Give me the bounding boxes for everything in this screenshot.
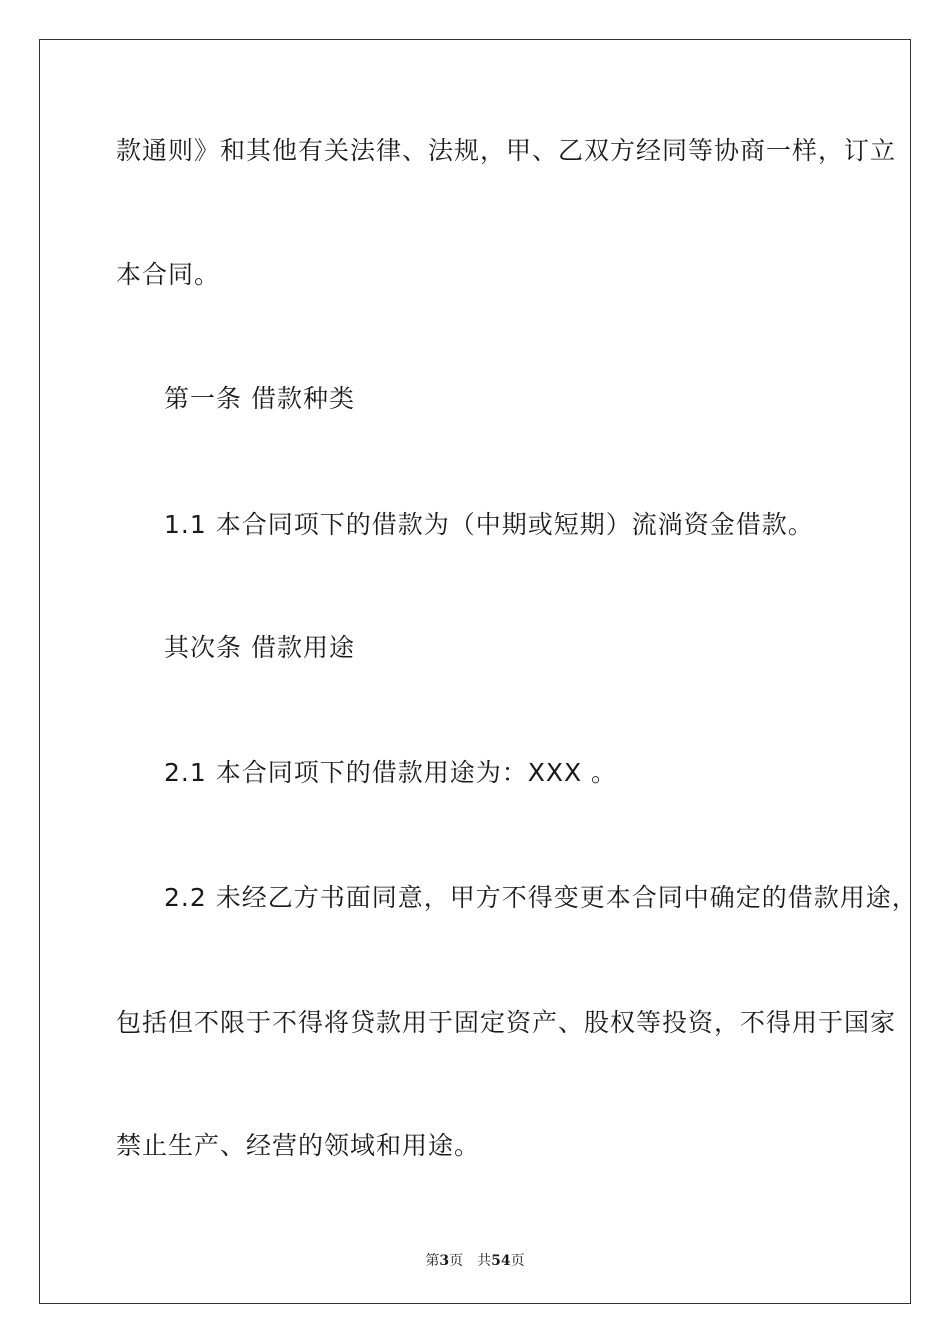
body-line-1: 款通则》和其他有关法律、法规，甲、乙双方经同等协商一样，订立	[116, 136, 897, 165]
page-prefix: 第	[425, 1253, 440, 1269]
page-footer	[0, 1250, 950, 1270]
page-number: 3	[439, 1253, 450, 1269]
total-pages: 54	[491, 1253, 511, 1269]
clause-1-1: 1.1 本合同项下的借款为（中期或短期）流淌资金借款。	[164, 510, 814, 539]
clause-2-1: 2.1 本合同项下的借款用途为：XXX 。	[164, 758, 618, 787]
clause-2-2-line-3: 禁止生产、经营的领域和用途。	[116, 1131, 481, 1160]
total-prefix: 共	[477, 1253, 492, 1269]
body-line-2: 本合同。	[116, 260, 221, 289]
total-suffix: 页	[510, 1253, 525, 1269]
page-suffix: 页	[449, 1253, 464, 1269]
clause-2-2-line-1: 2.2 未经乙方书面同意，甲方不得变更本合同中确定的借款用途，	[164, 883, 918, 912]
section-heading-1: 第一条 借款种类	[164, 384, 355, 413]
clause-2-2-line-2: 包括但不限于不得将贷款用于固定资产、股权等投资，不得用于国家	[116, 1008, 897, 1037]
page-border	[39, 39, 911, 1304]
section-heading-2: 其次条 借款用途	[164, 633, 355, 662]
